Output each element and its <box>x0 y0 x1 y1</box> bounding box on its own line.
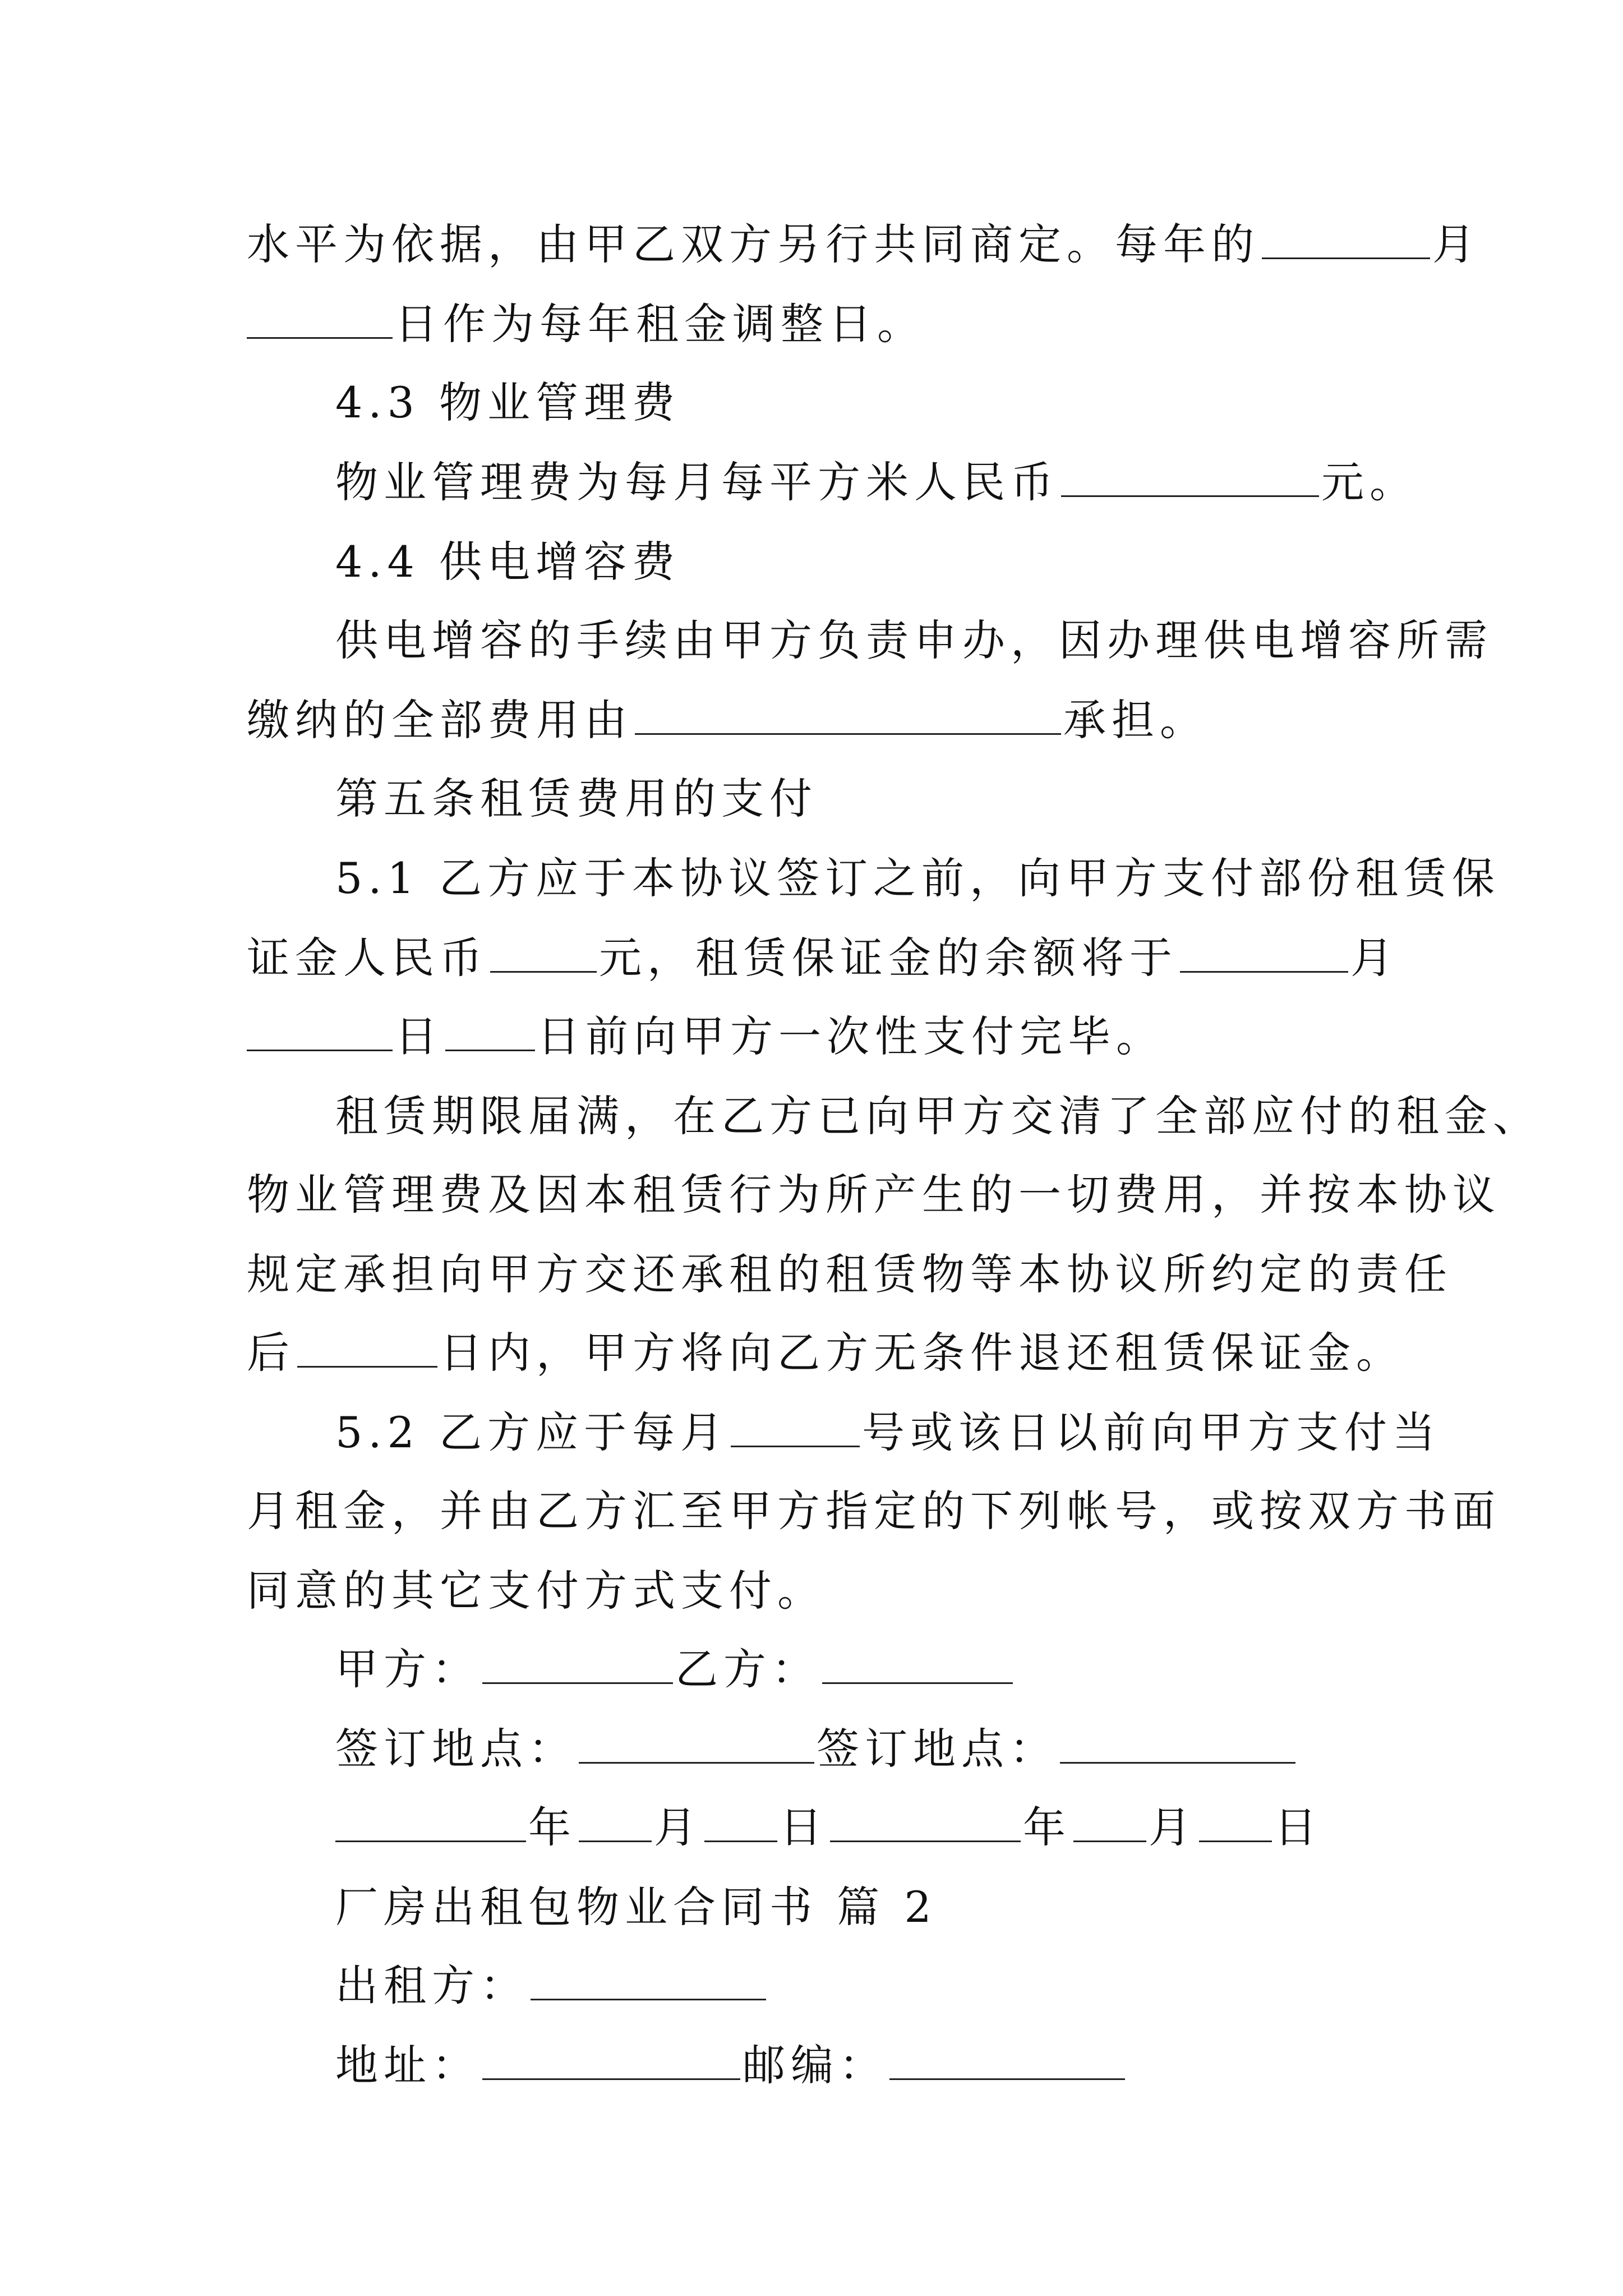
year-field[interactable] <box>830 1806 1021 1842</box>
text-segment: 日 <box>395 1011 443 1061</box>
fill-blank[interactable] <box>1061 461 1319 497</box>
article-heading <box>335 772 818 826</box>
address-field[interactable] <box>482 2044 740 2080</box>
lessor-label: 出租方： <box>335 1961 528 2010</box>
text-line <box>335 1406 1441 1460</box>
party-b-label: 乙方： <box>675 1644 820 1694</box>
text-segment: 承担。 <box>1063 695 1208 745</box>
postcode-field[interactable] <box>889 2044 1125 2080</box>
month-field[interactable] <box>579 1806 652 1842</box>
text-segment: 月租金，并由乙方汇至甲方指定的下列帐号，或按双方书面 <box>247 1486 1501 1536</box>
text-segment: 物业管理费及因本租赁行为所产生的一切费用，并按本协议 <box>247 1170 1501 1220</box>
fill-blank[interactable] <box>635 698 1061 735</box>
text-segment: 月 <box>654 1802 702 1852</box>
text-segment: 4.4 供电增容费 <box>335 537 681 587</box>
text-segment: 日前向甲方一次性支付完毕。 <box>537 1011 1164 1061</box>
text-segment: 水平为依据，由甲乙双方另行共同商定。每年的 <box>247 219 1260 269</box>
date-line <box>335 1801 1322 1855</box>
text-segment: 缴纳的全部费用由 <box>247 695 633 745</box>
text-line <box>247 693 1208 747</box>
text-line <box>247 218 1481 272</box>
address-line <box>335 2039 1127 2092</box>
party-b-field[interactable] <box>822 1648 1013 1684</box>
fill-blank[interactable] <box>247 1015 393 1051</box>
text-line <box>247 1248 1453 1301</box>
fill-blank[interactable] <box>1180 936 1348 973</box>
text-segment: 5.1 乙方应于本协议签订之前，向甲方支付部份租赁保 <box>335 853 1501 903</box>
fill-blank[interactable] <box>445 1015 535 1051</box>
text-line <box>247 297 925 351</box>
text-segment: 供电增容的手续由甲方负责申办，因办理供电增容所需 <box>335 615 1493 665</box>
day-field[interactable] <box>1199 1806 1272 1842</box>
text-line <box>247 1168 1501 1222</box>
signing-place-label: 签订地点： <box>817 1724 1058 1774</box>
text-segment: 同意的其它支付方式支付。 <box>247 1566 826 1616</box>
text-segment: 租赁期限届满，在乙方已向甲方交清了全部应付的租金、 <box>335 1091 1541 1141</box>
text-line <box>247 931 1399 985</box>
party-a-field[interactable] <box>482 1648 673 1684</box>
lessor-line <box>335 1959 768 2013</box>
text-segment: 日内，甲方将向乙方无条件退还租赁保证金。 <box>440 1328 1404 1378</box>
text-segment: 日 <box>1274 1802 1322 1852</box>
text-line <box>335 852 1500 905</box>
text-segment: 月 <box>1350 933 1399 983</box>
fill-blank[interactable] <box>1262 223 1430 259</box>
text-segment: 第五条租赁费用的支付 <box>335 774 818 823</box>
text-line <box>247 1010 1164 1064</box>
text-line <box>247 1484 1501 1538</box>
text-line <box>335 614 1493 668</box>
signature-line <box>335 1642 1015 1696</box>
address-label: 地址： <box>335 2040 480 2090</box>
text-segment: 4.3 物业管理费 <box>335 378 681 427</box>
postcode-label: 邮编： <box>743 2040 887 2090</box>
signing-place-field[interactable] <box>1060 1727 1295 1764</box>
signing-place-field[interactable] <box>579 1727 814 1764</box>
text-segment: 号或该日以前向甲方支付当 <box>862 1407 1441 1457</box>
text-segment: 元。 <box>1321 457 1418 507</box>
section-heading <box>335 376 680 430</box>
text-segment: 5.2 乙方应于每月 <box>335 1407 729 1457</box>
text-segment: 月 <box>1432 219 1481 269</box>
text-line <box>247 1564 826 1618</box>
party-a-label: 甲方： <box>335 1644 480 1694</box>
month-field[interactable] <box>1073 1806 1146 1842</box>
fill-blank[interactable] <box>731 1411 860 1447</box>
text-line <box>247 1326 1404 1380</box>
text-segment: 证金人民币 <box>247 933 488 983</box>
text-segment: 日 <box>780 1802 828 1852</box>
text-segment: 日作为每年租金调整日。 <box>395 299 925 349</box>
fill-blank[interactable] <box>490 936 597 973</box>
signing-place-line <box>335 1722 1298 1776</box>
contract-title <box>335 1880 937 1934</box>
text-segment: 规定承担向甲方交还承租的租赁物等本协议所约定的责任 <box>247 1249 1453 1299</box>
text-segment: 后 <box>247 1328 295 1378</box>
text-line <box>335 1089 1541 1143</box>
text-segment: 物业管理费为每月每平方米人民币 <box>335 457 1059 507</box>
text-segment: 月 <box>1149 1802 1197 1852</box>
text-segment: 厂房出租包物业合同书 篇 2 <box>335 1882 937 1932</box>
section-heading <box>335 535 680 589</box>
fill-blank[interactable] <box>247 302 393 339</box>
year-field[interactable] <box>335 1806 526 1842</box>
signing-place-label: 签订地点： <box>335 1724 577 1774</box>
fill-blank[interactable] <box>297 1331 437 1368</box>
day-field[interactable] <box>704 1806 777 1842</box>
text-segment: 年 <box>528 1802 577 1852</box>
lessor-field[interactable] <box>531 1964 766 2000</box>
text-segment: 年 <box>1023 1802 1071 1852</box>
text-line <box>335 455 1418 509</box>
text-segment: 元，租赁保证金的余额将于 <box>599 933 1178 983</box>
